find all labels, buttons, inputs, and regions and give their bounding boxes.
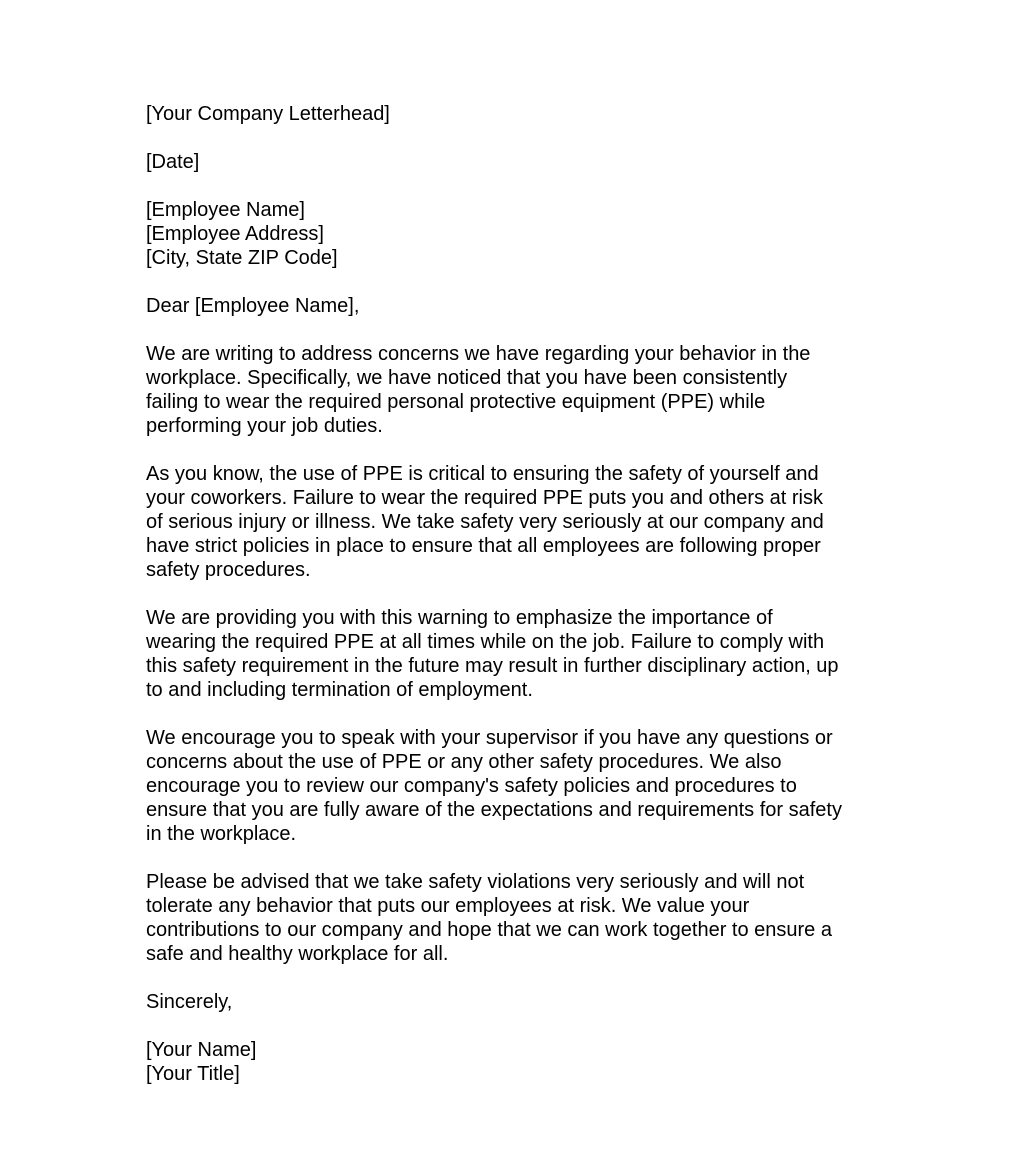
paragraph-line: workplace. Specifically, we have noticed that you have been consistently — [146, 367, 788, 389]
paragraph-line: Please be advised that we take safety violations very seriously and will not — [146, 871, 805, 893]
body-paragraph-1 — [146, 342, 886, 438]
recipient-address-block — [146, 198, 886, 270]
paragraph-line: contributions to our company and hope that we can work together to ensure a — [146, 919, 832, 941]
closing-block — [146, 990, 886, 1014]
body-paragraph-5 — [146, 870, 886, 966]
paragraph-line: have strict policies in place to ensure that all employees are following proper — [146, 535, 821, 557]
letterhead-block — [146, 102, 886, 126]
letter-date: [Date] — [146, 151, 200, 173]
paragraph-line: in the workplace. — [146, 823, 297, 845]
salutation-block — [146, 294, 886, 318]
recipient-city-state-zip: [City, State ZIP Code] — [146, 247, 338, 269]
letter-page — [146, 102, 886, 1086]
paragraph-line: As you know, the use of PPE is critical to ensuring the safety of yourself and — [146, 463, 819, 485]
paragraph-line: your coworkers. Failure to wear the required PPE puts you and others at risk — [146, 487, 823, 509]
date-block — [146, 150, 886, 174]
paragraph-line: We are writing to address concerns we have regarding your behavior in the — [146, 343, 811, 365]
paragraph-line: wearing the required PPE at all times while on the job. Failure to comply with — [146, 631, 825, 653]
paragraph-line: We are providing you with this warning to emphasize the importance of — [146, 607, 773, 629]
paragraph-line: We encourage you to speak with your supervisor if you have any questions or — [146, 727, 833, 749]
body-paragraph-2 — [146, 462, 886, 582]
signature-block — [146, 1038, 886, 1086]
body-paragraph-3 — [146, 606, 886, 702]
letterhead: [Your Company Letterhead] — [146, 103, 390, 125]
recipient-name: [Employee Name] — [146, 199, 305, 221]
paragraph-line: tolerate any behavior that puts our employees at risk. We value your — [146, 895, 750, 917]
closing: Sincerely, — [146, 991, 233, 1013]
paragraph-line: ensure that you are fully aware of the expectations and requirements for safety — [146, 799, 842, 821]
paragraph-line: performing your job duties. — [146, 415, 383, 437]
paragraph-line: encourage you to review our company's safety policies and procedures to — [146, 775, 797, 797]
signature-name: [Your Name] — [146, 1039, 257, 1061]
paragraph-line: this safety requirement in the future may result in further disciplinary action, up — [146, 655, 839, 677]
salutation: Dear [Employee Name], — [146, 295, 360, 317]
paragraph-line: to and including termination of employment. — [146, 679, 533, 701]
paragraph-line: of serious injury or illness. We take safety very seriously at our company and — [146, 511, 824, 533]
body-paragraph-4 — [146, 726, 886, 846]
recipient-address: [Employee Address] — [146, 223, 324, 245]
paragraph-line: concerns about the use of PPE or any other safety procedures. We also — [146, 751, 782, 773]
signature-title: [Your Title] — [146, 1063, 240, 1085]
paragraph-line: safety procedures. — [146, 559, 311, 581]
paragraph-line: failing to wear the required personal protective equipment (PPE) while — [146, 391, 766, 413]
paragraph-line: safe and healthy workplace for all. — [146, 943, 449, 965]
